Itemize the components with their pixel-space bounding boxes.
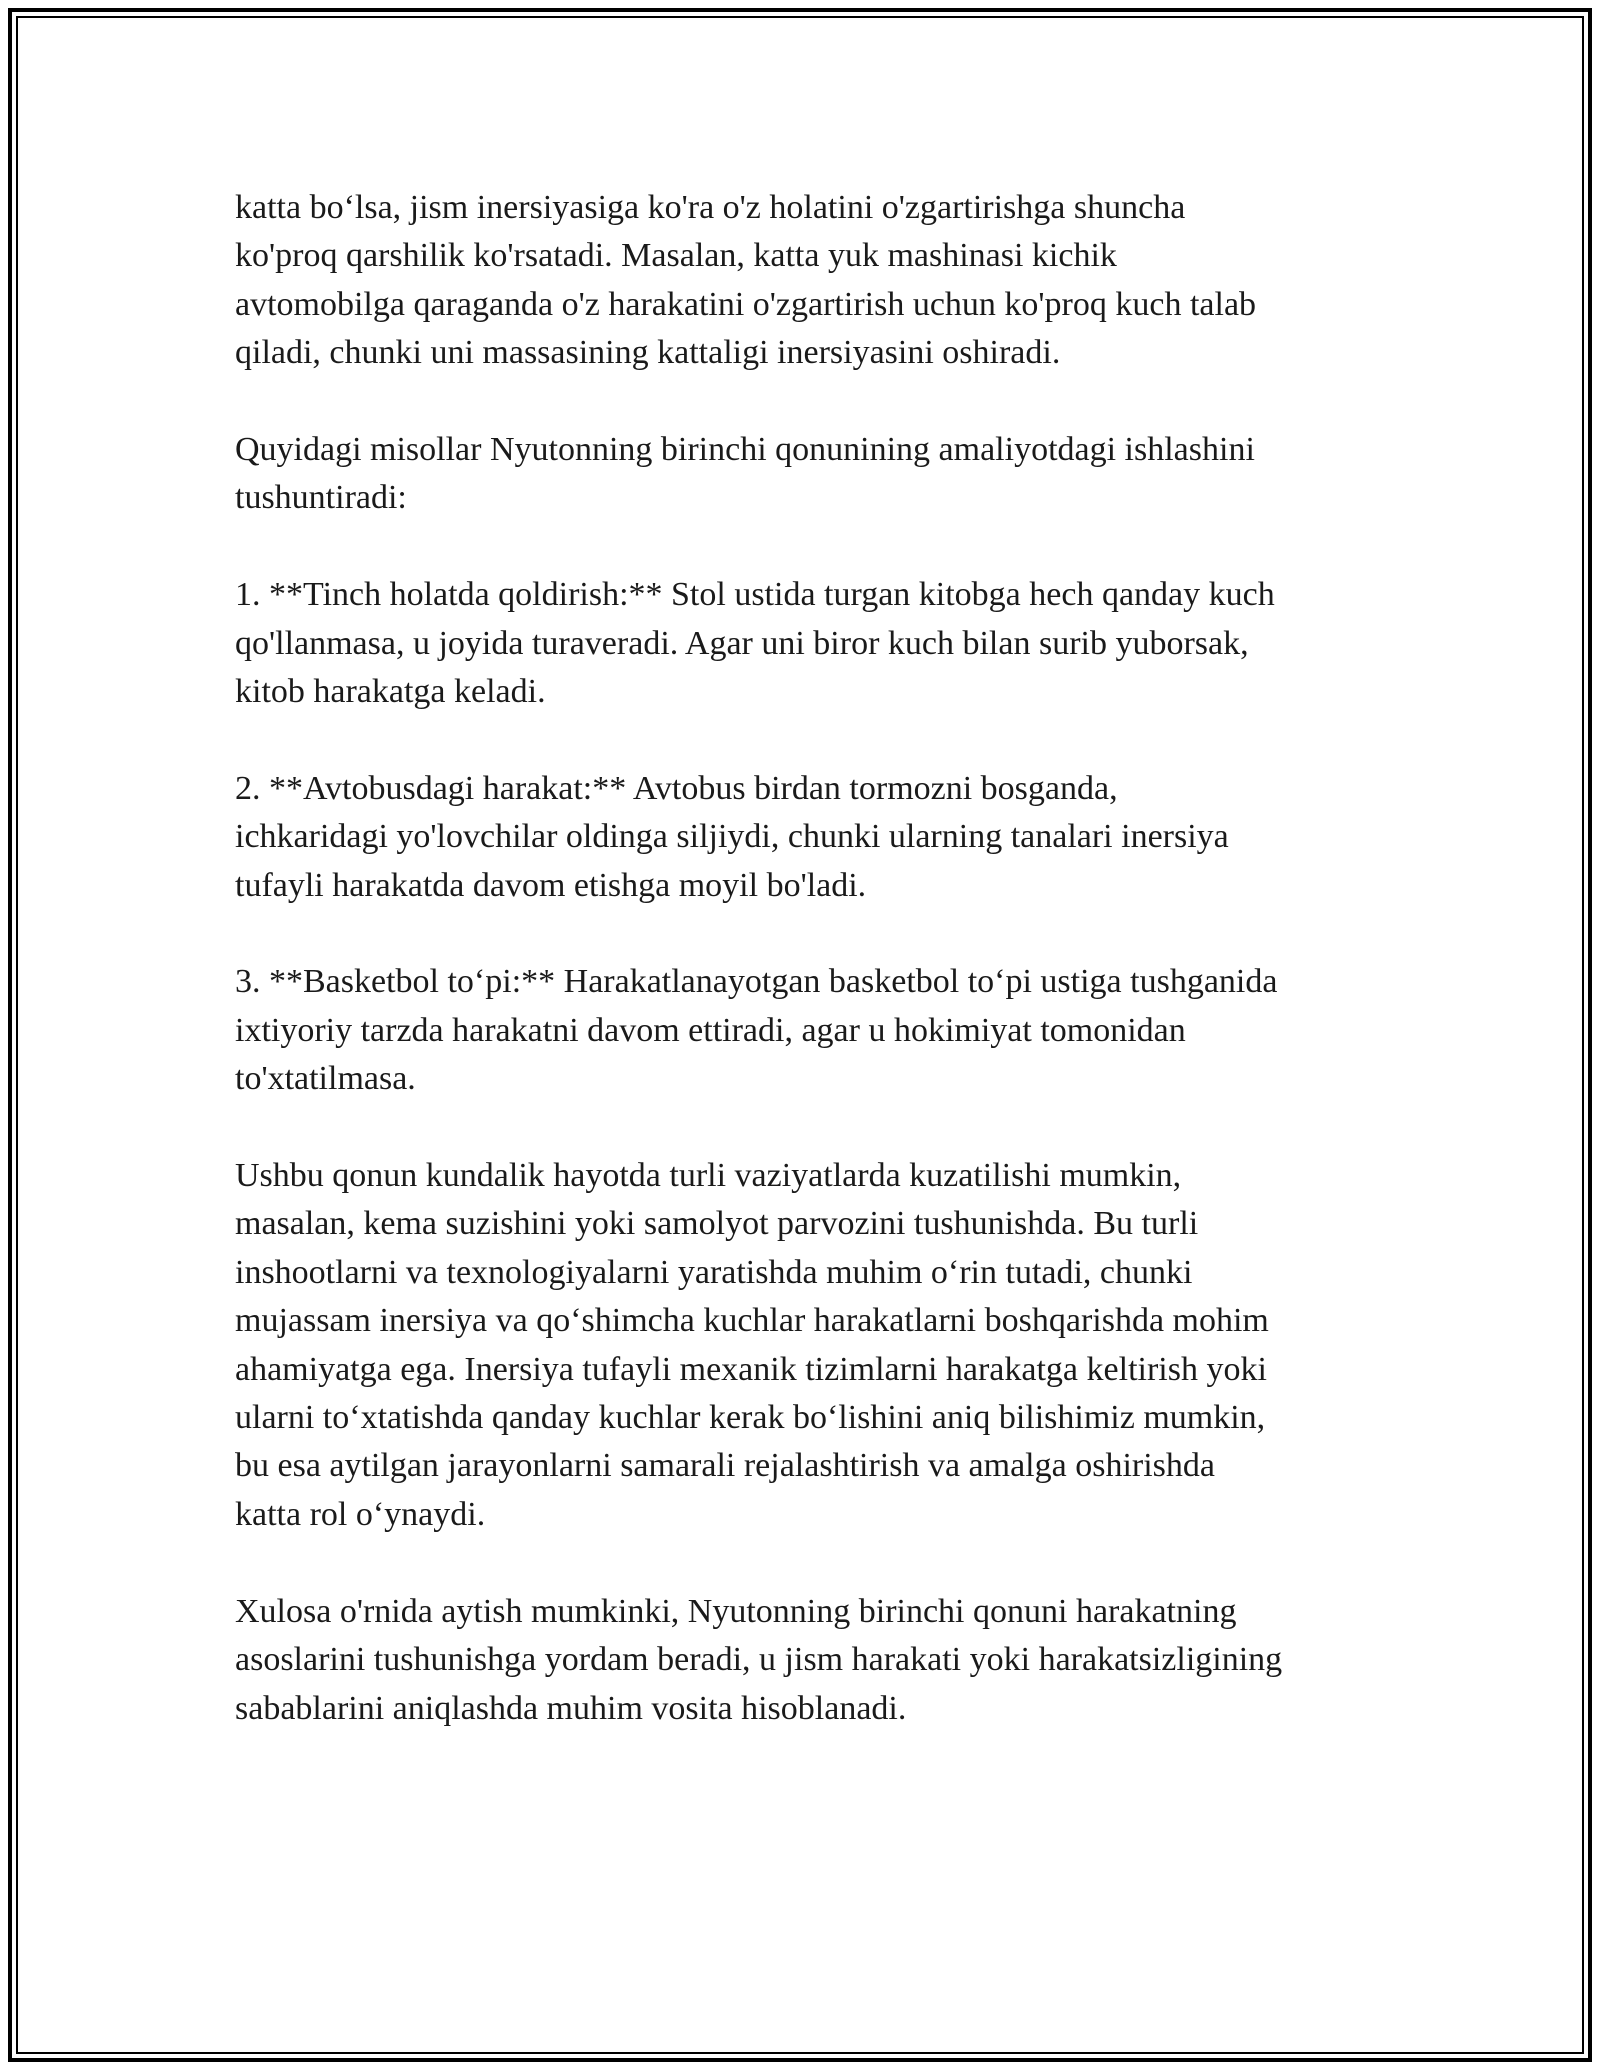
text-line: avtomobilga qaraganda o'z harakatini o'zgartirish uchun ko'proq kuch talab bbox=[235, 285, 1257, 323]
paragraph-conclusion bbox=[235, 1588, 1385, 1733]
text-line: asoslarini tushunishga yordam beradi, u jism harakati yoki harakatsizligining bbox=[235, 1641, 1283, 1679]
text-line: Quyidagi misollar Nyutonning birinchi qonunining amaliyotdagi ishlashini bbox=[235, 431, 1255, 469]
paragraph-examples-lead bbox=[235, 426, 1385, 523]
text-line: Xulosa o'rnida aytish mumkinki, Nyutonning birinchi qonuni harakatning bbox=[235, 1592, 1237, 1630]
text-line: ahamiyatga ega. Inersiya tufayli mexanik tizimlarni harakatga keltirish yoki bbox=[235, 1350, 1267, 1388]
text-line: ko'proq qarshilik ko'rsatadi. Masalan, katta yuk mashinasi kichik bbox=[235, 237, 1117, 275]
text-line: 2. **Avtobusdagi harakat:** Avtobus birdan tormozni bosganda, bbox=[235, 769, 1118, 807]
text-line: qo'llanmasa, u joyida turaveradi. Agar uni biror kuch bilan surib yuborsak, bbox=[235, 624, 1249, 662]
text-line: 1. **Tinch holatda qoldirish:** Stol ustida turgan kitobga hech qanday kuch bbox=[235, 576, 1275, 614]
text-line: Ushbu qonun kundalik hayotda turli vaziyatlarda kuzatilishi mumkin, bbox=[235, 1157, 1182, 1195]
text-line: ixtiyoriy tarzda harakatni davom ettiradi, agar u hokimiyat tomonidan bbox=[235, 1011, 1186, 1049]
text-line: ichkaridagi yo'lovchilar oldinga siljiydi, chunki ularning tanalari inersiya bbox=[235, 818, 1229, 856]
text-line: katta bo‘lsa, jism inersiyasiga ko'ra o'z holatini o'zgartirishga shuncha bbox=[235, 189, 1186, 226]
paragraph-daily-life bbox=[235, 1152, 1385, 1539]
text-line: qiladi, chunki uni massasining kattaligi inersiyasini oshiradi. bbox=[235, 334, 1061, 372]
text-line: 3. **Basketbol to‘pi:** Harakatlanayotgan basketbol to‘pi ustiga tushganida bbox=[235, 963, 1278, 1001]
paragraph-intro bbox=[235, 184, 1385, 378]
document-body bbox=[235, 184, 1385, 1781]
text-line: to'xtatilmasa. bbox=[235, 1060, 416, 1098]
text-line: bu esa aytilgan jarayonlarni samarali rejalashtirish va amalga oshirishda bbox=[235, 1447, 1215, 1485]
text-line: katta rol o‘ynaydi. bbox=[235, 1495, 486, 1533]
text-line: kitob harakatga keladi. bbox=[235, 673, 546, 711]
text-line: tufayli harakatda davom etishga moyil bo'ladi. bbox=[235, 866, 867, 904]
list-item-2 bbox=[235, 765, 1385, 910]
text-line: ularni to‘xtatishda qanday kuchlar kerak bo‘lishini aniq bilishimiz mumkin, bbox=[235, 1399, 1266, 1437]
text-line: mujassam inersiya va qo‘shimcha kuchlar harakatlarni boshqarishda mohim bbox=[235, 1302, 1269, 1340]
list-item-3 bbox=[235, 958, 1385, 1103]
text-line: masalan, kema suzishini yoki samolyot parvozini tushunishda. Bu turli bbox=[235, 1205, 1199, 1243]
list-item-1 bbox=[235, 571, 1385, 716]
text-line: sabablarini aniqlashda muhim vosita hisoblanadi. bbox=[235, 1689, 907, 1727]
text-line: inshootlarni va texnologiyalarni yaratishda muhim o‘rin tutadi, chunki bbox=[235, 1253, 1193, 1291]
text-line: tushuntiradi: bbox=[235, 479, 407, 517]
